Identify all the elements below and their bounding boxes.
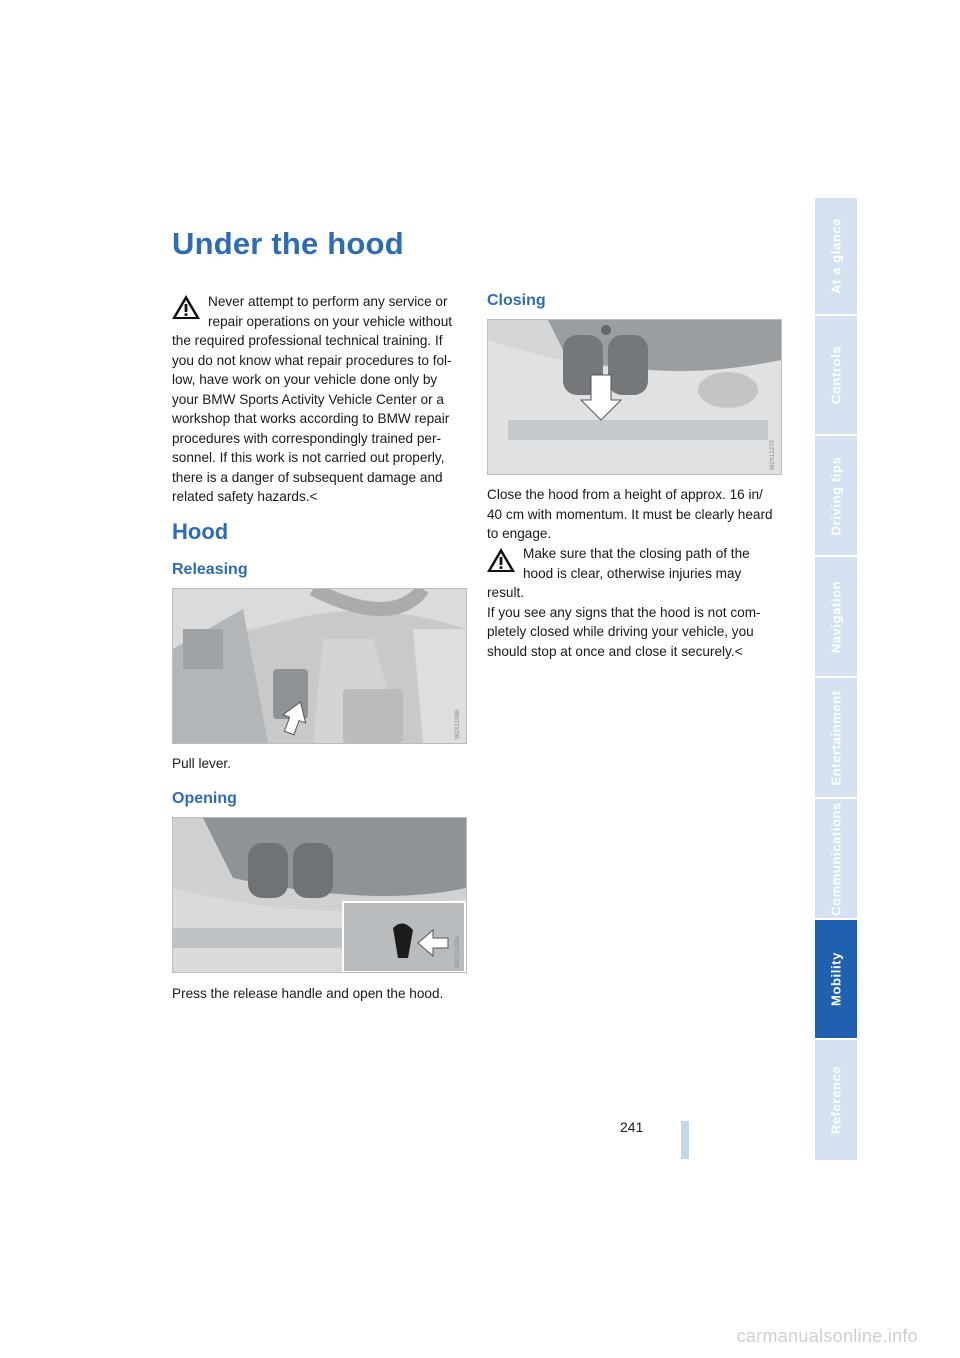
closing-warning (487, 544, 780, 661)
section-tabs (815, 198, 857, 1160)
releasing-photo (172, 588, 467, 744)
closing-warning-line2: hood is clear, otherwise injuries may (523, 565, 742, 581)
tab-label: Reference (828, 1065, 844, 1135)
tab-at-a-glance[interactable] (815, 198, 857, 316)
tab-label: Driving tips (828, 456, 844, 535)
image-code-releasing: W2X11089 (455, 709, 461, 739)
subheading-opening: Opening (172, 790, 237, 807)
caption-opening: Press the release handle and open the hood. (172, 986, 444, 1001)
tab-driving-tips[interactable] (815, 436, 857, 557)
tab-label: At a glance (828, 218, 844, 294)
intro-warning (172, 292, 464, 507)
image-code-opening: W2X11089a (455, 935, 461, 968)
closing-photo (487, 319, 782, 475)
tab-controls[interactable] (815, 316, 857, 436)
closing-warning-para2: If you see any signs that the hood is not com-pletely closed while driving your vehicle, you should stop at once and close it securely.< (487, 604, 761, 659)
tab-label: Mobility (828, 952, 844, 1006)
caption-releasing: Pull lever. (172, 756, 231, 771)
section-heading-hood: Hood (172, 519, 229, 544)
releasing-illustration (173, 589, 466, 743)
footer-link-text: carmanualsonline.info (736, 1326, 918, 1346)
image-code-closing: W2X12270 (770, 440, 776, 470)
intro-warning-line1: Never attempt to perform any service or (208, 294, 448, 309)
tab-navigation[interactable] (815, 557, 857, 678)
tab-mobility[interactable] (815, 920, 857, 1040)
page-title: Under the hood (172, 226, 404, 261)
tab-communications[interactable] (815, 799, 857, 920)
tab-label: Controls (828, 345, 844, 405)
intro-warning-text: the required professional technical training. If you do not know what repair procedures to fol-low, have work on your vehicle done only by your BMW Sports Activity Vehicle Center or a workshop that works according to BMW repair procedures with correspondingly trained per-sonnel. If this work is not carried out properly, there is a danger of subsequent damage and related safety hazards.< (172, 333, 452, 504)
opening-illustration (173, 818, 466, 972)
closing-illustration (488, 320, 781, 474)
footer-watermark-link[interactable] (0, 1326, 960, 1347)
tab-label: Navigation (828, 580, 844, 653)
subheading-releasing: Releasing (172, 561, 248, 578)
opening-photo (172, 817, 467, 973)
closing-text: Close the hood from a height of approx. 16 in/ 40 cm with momentum. It must be clearly heard to engage. (487, 487, 773, 541)
page-number: 241 (620, 1119, 644, 1135)
tab-reference[interactable] (815, 1040, 857, 1160)
closing-warning-line1: Make sure that the closing path of the (523, 546, 750, 561)
page-number-bar (681, 1121, 689, 1159)
tab-label: Communications (828, 801, 844, 916)
closing-warning-text: result. (487, 585, 525, 600)
tab-entertainment[interactable] (815, 678, 857, 799)
intro-warning-line2: repair operations on your vehicle without (208, 313, 453, 329)
tab-label: Entertainment (828, 689, 844, 786)
subheading-closing: Closing (487, 292, 546, 309)
